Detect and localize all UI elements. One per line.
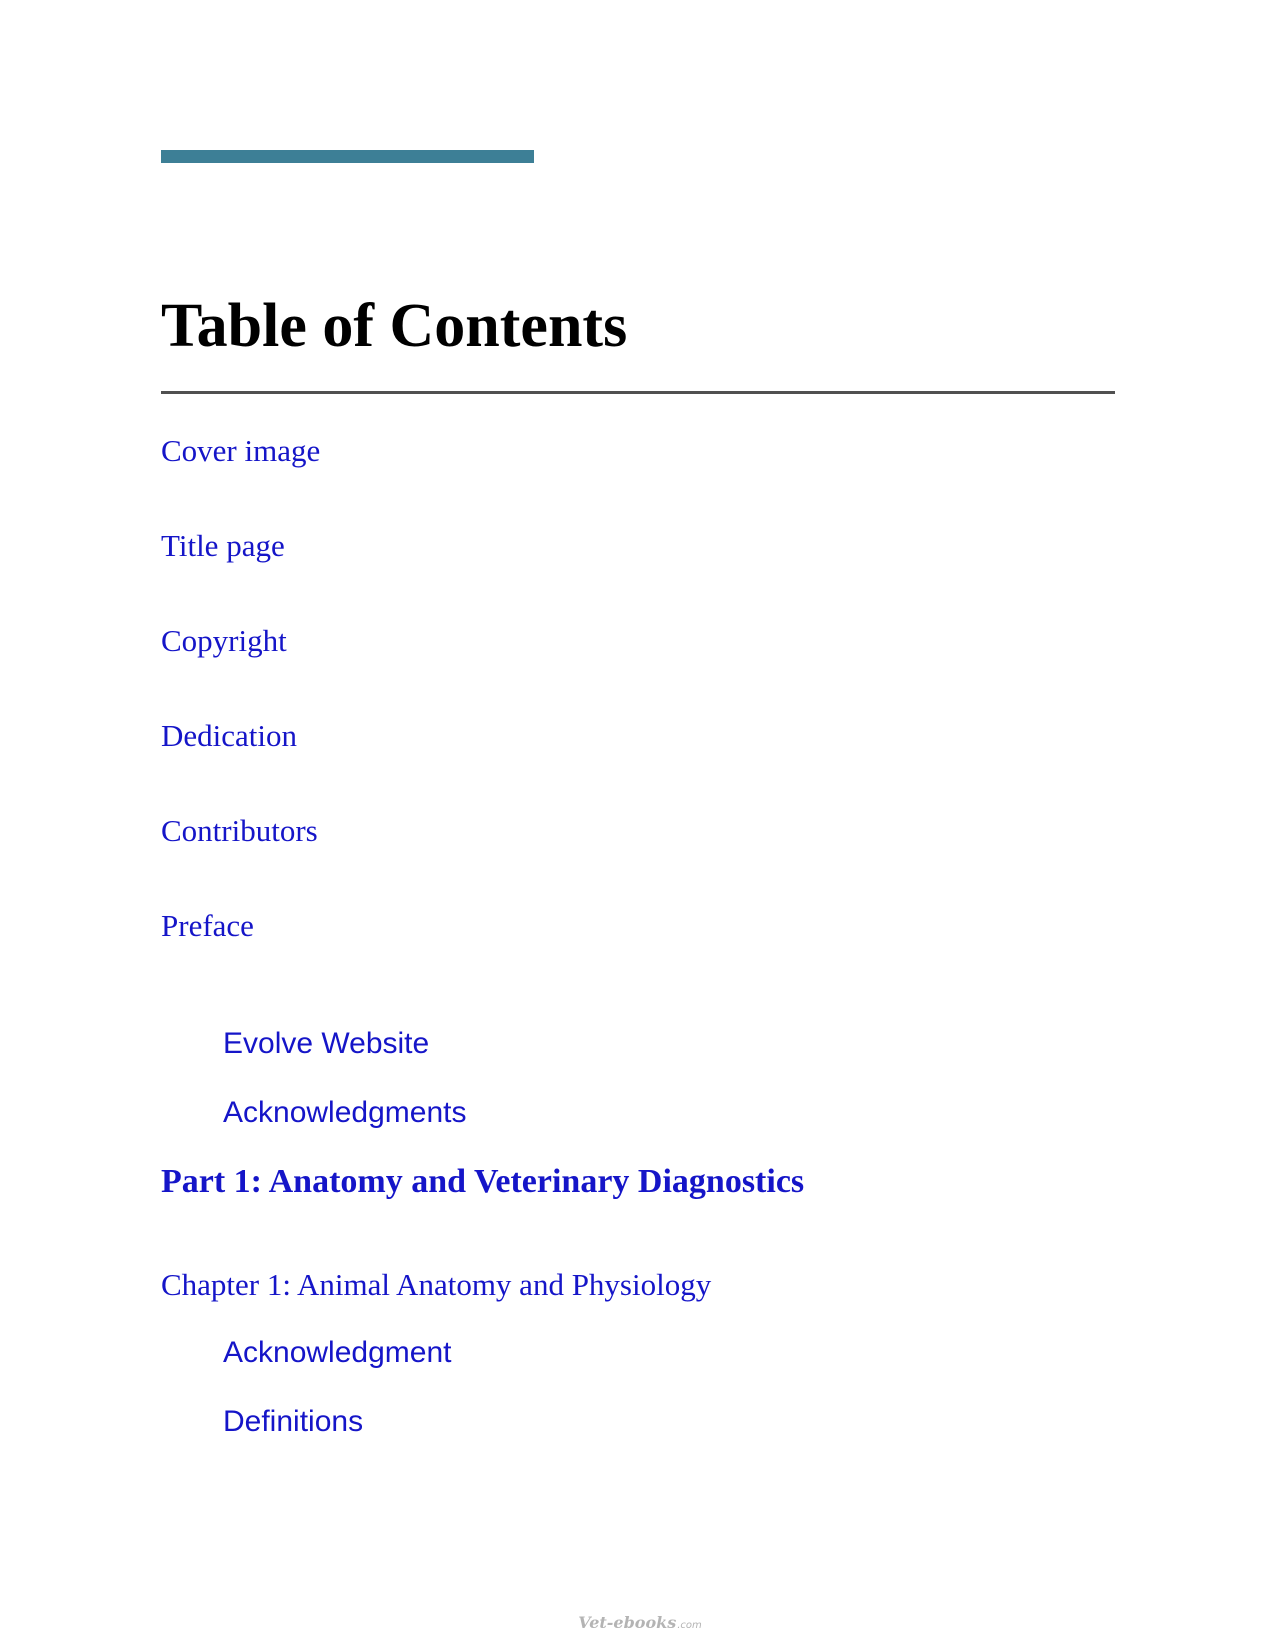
- toc-link-title-page[interactable]: Title page: [161, 528, 285, 563]
- watermark-suffix: .com: [677, 1620, 702, 1631]
- toc-link-part-1[interactable]: Part 1: Anatomy and Veterinary Diagnostics: [161, 1163, 805, 1200]
- toc-link-evolve-website[interactable]: Evolve Website: [223, 1027, 430, 1060]
- watermark-logo: [580, 1613, 700, 1639]
- toc-link-copyright[interactable]: Copyright: [161, 623, 287, 658]
- toc-link-contributors[interactable]: Contributors: [161, 813, 318, 848]
- toc-link-acknowledgment[interactable]: Acknowledgment: [223, 1336, 452, 1369]
- toc-link-dedication[interactable]: Dedication: [161, 718, 298, 753]
- accent-bar: [161, 150, 534, 163]
- toc-link-definitions[interactable]: Definitions: [223, 1405, 364, 1438]
- title-divider: [161, 391, 1115, 394]
- page-title: Table of Contents: [161, 292, 628, 360]
- watermark-text: Vet-ebooks: [578, 1613, 677, 1632]
- toc-link-preface[interactable]: Preface: [161, 908, 254, 943]
- toc-link-chapter-1[interactable]: Chapter 1: Animal Anatomy and Physiology: [161, 1267, 712, 1302]
- toc-link-acknowledgments[interactable]: Acknowledgments: [223, 1096, 467, 1129]
- toc-link-cover-image[interactable]: Cover image: [161, 433, 321, 468]
